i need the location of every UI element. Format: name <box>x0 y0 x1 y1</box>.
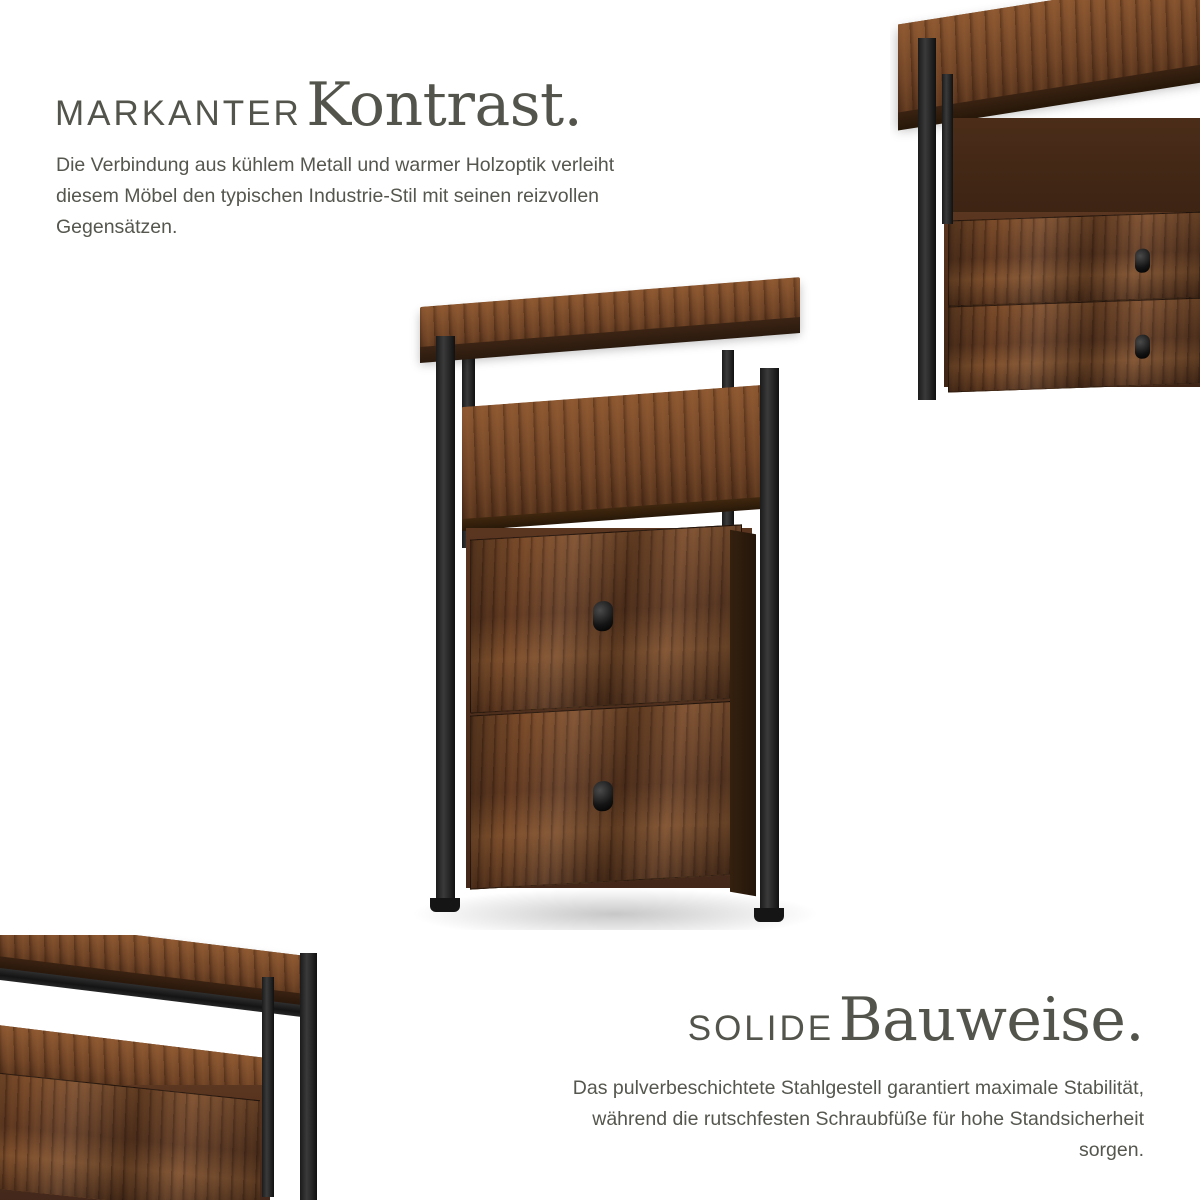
headline-bauweise-thin: SOLIDE <box>687 1009 835 1048</box>
metal-leg-rear <box>942 74 953 224</box>
metal-leg-rear <box>262 977 274 1197</box>
paragraph-bauweise: Das pulverbeschichtete Stahlgestell garantiert maximale Stabilität, während die rutschfesten Schraubfüße für hohe Standsicherheit sorgen. <box>572 1077 1144 1161</box>
headline-bauweise-script: Bauweise. <box>838 985 1144 1055</box>
metal-leg-front-left <box>436 336 455 906</box>
adjustable-foot <box>430 898 460 912</box>
drawer-knob-icon <box>593 781 613 812</box>
drawer-knob-icon <box>1135 248 1150 273</box>
headline-kontrast-thin: MARKANTER <box>55 94 302 133</box>
product-photo-center <box>400 270 820 930</box>
product-photo-top-right <box>890 0 1200 400</box>
drawer-knob-icon <box>593 601 613 632</box>
metal-leg-front <box>300 953 317 1200</box>
metal-leg-front-right <box>760 368 779 916</box>
headline-kontrast-script: Kontrast. <box>306 70 583 140</box>
metal-leg-front <box>918 38 936 400</box>
adjustable-foot <box>754 908 784 922</box>
headline-bauweise <box>688 985 1144 1055</box>
drawer-upper <box>948 212 1200 307</box>
paragraph-kontrast: Die Verbindung aus kühlem Metall und warmer Holzoptik verleiht diesem Möbel den typischen Industrie-Stil mit seinen reizvollen Gegensätzen. <box>56 154 615 238</box>
drawer-knob-icon <box>1135 334 1150 359</box>
product-photo-bottom-left <box>0 935 355 1200</box>
drawer-upper <box>470 524 742 713</box>
drawer-lower <box>470 700 742 889</box>
drawer-lower <box>948 298 1200 393</box>
cabinet-side-panel <box>730 530 756 897</box>
headline-kontrast <box>55 70 582 140</box>
